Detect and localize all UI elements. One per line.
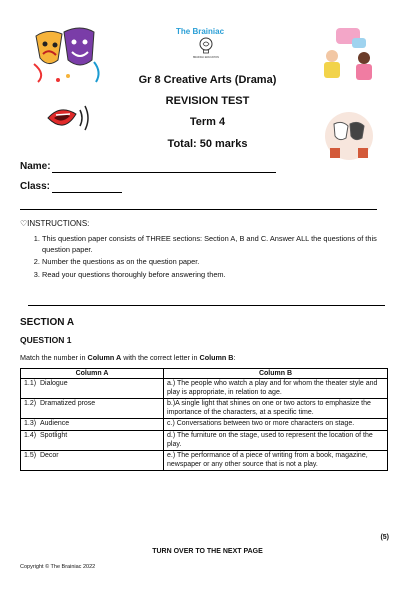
instruction-item: 2. Number the questions as on the question paper.: [42, 257, 397, 268]
divider: [28, 305, 385, 306]
column-a-cell: 1.5) Decor: [21, 451, 164, 471]
column-b-header: Column B: [164, 369, 388, 379]
instructions-list: [30, 234, 397, 282]
column-b-cell: d.) The furniture on the stage, used to represent the location of the play.: [164, 430, 388, 450]
column-a-cell: 1.2) Dramatized prose: [21, 399, 164, 419]
table-row: [21, 419, 388, 431]
turn-over-note: TURN OVER TO THE NEXT PAGE: [152, 548, 263, 555]
brand-name: The Brainiac: [176, 27, 225, 36]
matching-table: [20, 368, 388, 471]
brain-lightbulb-logo-icon: [193, 37, 219, 61]
table-header-row: [21, 369, 388, 379]
instruction-item: 3. Read your questions thoroughly before answering them.: [42, 270, 397, 281]
instructions-heading: ♡INSTRUCTIONS:: [20, 219, 90, 228]
copyright: Copyright © The Brainiac 2022: [20, 564, 96, 570]
question-title: QUESTION 1: [20, 335, 72, 345]
match-instruction: Match the number in Column A with the correct letter in Column B:: [20, 353, 236, 362]
name-field[interactable]: [52, 172, 276, 173]
column-a-cell: 1.1) Dialogue: [21, 379, 164, 399]
class-field[interactable]: [52, 192, 122, 193]
brand-sub: BRAINIAC EDUCATION: [193, 56, 219, 59]
column-a-cell: 1.3) Audience: [21, 419, 164, 431]
column-b-cell: e.) The performance of a piece of writing from a book, magazine, newspaper or any other source that is not a play.: [164, 451, 388, 471]
instruction-item: 1. This question paper consists of THREE sections: Section A, B and C. Answer ALL the questions of this question paper.: [42, 234, 397, 255]
table-row: [21, 399, 388, 419]
column-b-cell: c.) Conversations between two or more characters on stage.: [164, 419, 388, 431]
term: Term 4: [189, 116, 226, 128]
lightbulb-icon: ♡: [20, 219, 28, 228]
subject-title: Gr 8 Creative Arts (Drama): [138, 74, 277, 86]
column-a-cell: 1.4) Spotlight: [21, 430, 164, 450]
column-b-cell: a.) The people who watch a play and for whom the theater style and play is appropriate, in relation to age.: [164, 379, 388, 399]
total-marks: Total: 50 marks: [167, 138, 248, 150]
marks-allocation: (5): [380, 534, 389, 541]
column-a-header: Column A: [21, 369, 164, 379]
table-row: [21, 430, 388, 450]
table-row: [21, 451, 388, 471]
class-label: Class:: [20, 181, 51, 192]
section-title: SECTION A: [20, 317, 75, 328]
name-label: Name:: [20, 161, 51, 172]
test-type: REVISION TEST: [165, 95, 250, 107]
divider: [20, 209, 377, 210]
table-row: [21, 379, 388, 399]
column-b-cell: b.)A single light that shines on one or two actors to emphasize the importance of the characters, at a specific time.: [164, 399, 388, 419]
